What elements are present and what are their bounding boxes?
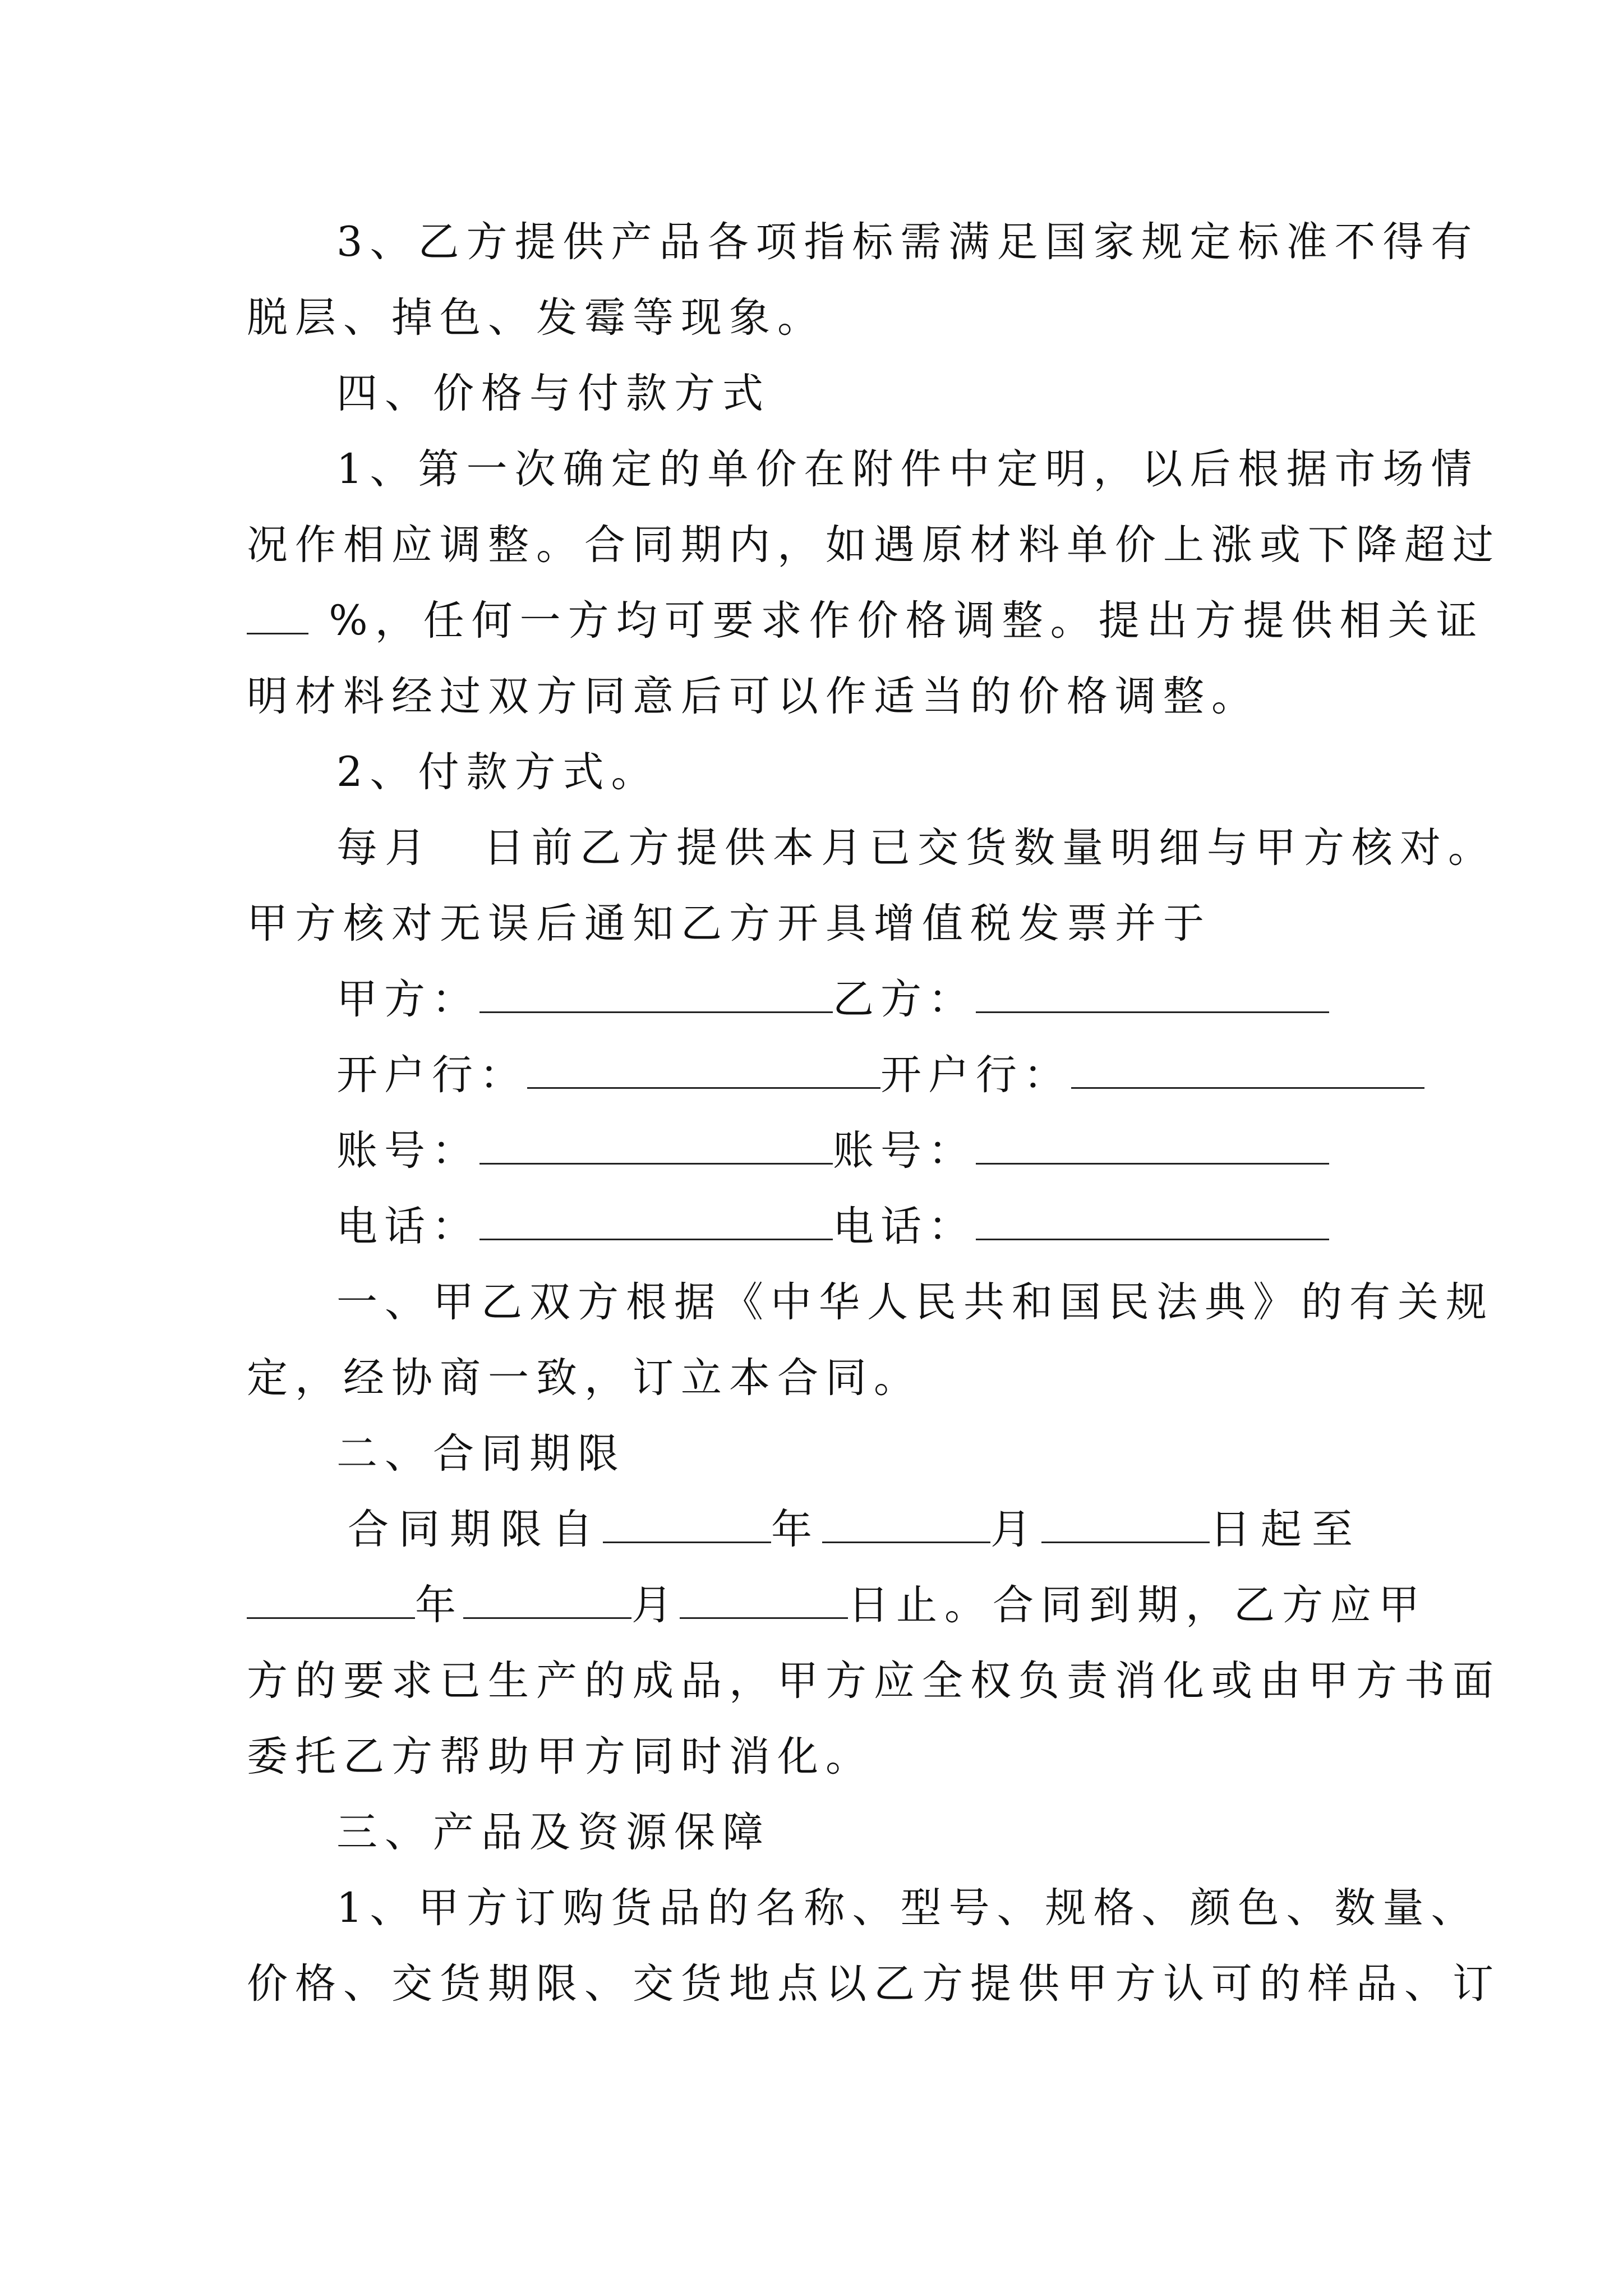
paragraph-text: 日前乙方提供本月已交货数量明细与甲方核对。 [483, 824, 1496, 872]
paragraph-line: 方的要求已生产的成品，甲方应全权负责消化或由甲方书面 [247, 1657, 1501, 1705]
paragraph-line: 一、甲乙双方根据《中华人民共和国民法典》的有关规 [336, 1278, 1494, 1326]
paragraph-line: 1、第一次确定的单价在附件中定明，以后根据市场情 [336, 445, 1479, 493]
form-label: 电话： [336, 1203, 479, 1250]
paragraph-text: 日起至 [1210, 1506, 1363, 1553]
phone-a-field[interactable] [479, 1204, 833, 1240]
paragraph-line [336, 820, 1496, 876]
paragraph-text: 日止。合同到期，乙方应甲 [848, 1581, 1427, 1629]
paragraph-text: 合同期限自 [348, 1506, 603, 1553]
paragraph-line: 甲方核对无误后通知乙方开具增值税发票并于 [247, 900, 1211, 947]
form-label: 甲方： [336, 976, 479, 1023]
bank-a-field[interactable] [527, 1052, 880, 1089]
paragraph-line: 3、乙方提供产品各项指标需满足国家规定标准不得有 [336, 218, 1479, 266]
blank-line [247, 598, 308, 634]
section-heading: 二、合同期限 [336, 1430, 626, 1478]
section-heading: 四、价格与付款方式 [336, 370, 771, 417]
paragraph-line: 定，经协商一致，订立本合同。 [247, 1354, 922, 1402]
section-heading: 三、产品及资源保障 [336, 1809, 771, 1856]
party-a-field[interactable] [479, 977, 833, 1013]
form-label: 乙方： [833, 976, 976, 1023]
blank-line[interactable] [463, 1582, 631, 1619]
phone-b-field[interactable] [976, 1204, 1329, 1240]
bank-b-field[interactable] [1071, 1052, 1424, 1089]
paragraph-line: 况作相应调整。合同期内，如遇原材料单价上涨或下降超过 [247, 521, 1501, 569]
form-label: 账号： [833, 1127, 976, 1175]
blank-line[interactable] [247, 1582, 415, 1619]
party-b-field[interactable] [976, 977, 1329, 1013]
account-a-field[interactable] [479, 1128, 833, 1165]
paragraph-line: 明材料经过双方同意后可以作适当的价格调整。 [247, 673, 1260, 720]
form-label: 开户行： [336, 1051, 527, 1099]
form-row-account [336, 1123, 1329, 1179]
paragraph-line [348, 1502, 1492, 1558]
blank-line[interactable] [680, 1582, 848, 1619]
paragraph-text: 年 [771, 1506, 822, 1553]
paragraph-line [247, 1577, 1427, 1634]
form-row-phone [336, 1199, 1329, 1255]
account-b-field[interactable] [976, 1128, 1329, 1165]
paragraph-text: 月 [990, 1506, 1041, 1553]
paragraph-line: 1、甲方订购货品的名称、型号、规格、颜色、数量、 [336, 1884, 1479, 1932]
paragraph-line: 委托乙方帮助甲方同时消化。 [247, 1733, 874, 1780]
form-label: 电话： [833, 1203, 976, 1250]
form-row-bank [336, 1047, 1424, 1103]
blank-line[interactable] [603, 1507, 771, 1543]
blank-line[interactable] [1041, 1507, 1210, 1543]
paragraph-text: 每月 [336, 824, 433, 872]
paragraph-line: 2、付款方式。 [336, 748, 660, 796]
form-label: 开户行： [880, 1051, 1071, 1099]
paragraph-text: %，任何一方均可要求作价格调整。提出方提供相关证 [329, 597, 1484, 645]
paragraph-text: 月 [631, 1581, 680, 1629]
blank-line[interactable] [822, 1507, 990, 1543]
paragraph-line: 脱层、掉色、发霉等现象。 [247, 294, 826, 342]
paragraph-text: 年 [415, 1581, 463, 1629]
form-label: 账号： [336, 1127, 479, 1175]
paragraph-line: 价格、交货期限、交货地点以乙方提供甲方认可的样品、订 [247, 1960, 1501, 2008]
form-row-party [336, 972, 1329, 1028]
paragraph-line [247, 593, 1484, 649]
